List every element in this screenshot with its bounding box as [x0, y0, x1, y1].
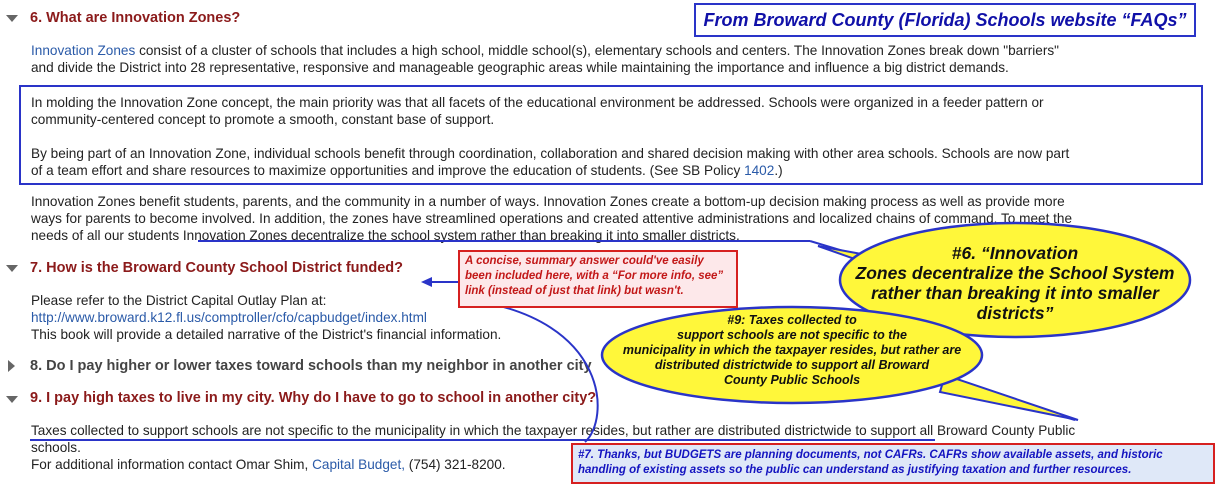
- connector-q7-cafr: [470, 300, 598, 442]
- answer-6-paragraph-3: By being part of an Innovation Zone, individual schools benefit through coordination, collaboration and shared decision making with other area schools. Schools are now part of a team effort and share resources to maximize opportunities and improve the education of students. (See SB Policy 1402.): [31, 146, 1070, 178]
- bubble-6-text: #6. “Innovation Zones decentralize the School System rather than breaking it into smaller districts”: [855, 243, 1175, 323]
- annotation-note-q7: A concise, summary answer could've easily been included here, with a “For more info, see” link (instead of just that link) but wasn't.: [458, 250, 738, 308]
- innovation-zones-link[interactable]: Innovation Zones: [31, 43, 136, 58]
- capital-outlay-plan-link[interactable]: http://www.broward.k12.fl.us/comptroller/cfo/capbudget/index.html: [31, 310, 427, 325]
- answer-6-paragraph-4: Innovation Zones benefit students, parents, and the community in a number of ways. Innovation Zones create a bottom-up decision making process as well as provide more ways for parents to become involved. In addition, the zones have streamlined operations and created attentive administrations and localized chains of command. To meet the needs of all our students Innovation Zones decentralize the school system rather than breaking it into smaller districts.: [31, 194, 1073, 243]
- arrow-head-icon: [421, 277, 432, 287]
- answer-7: Please refer to the District Capital Outlay Plan at: http://www.broward.k12.fl.us/comptroller/cfo/capbudget/index.html This book will provide a detailed narrative of the District's financial information.: [31, 293, 502, 342]
- answer-6-paragraph-1: Innovation Zones consist of a cluster of schools that includes a high school, middle school(s), elementary schools and centers. The Innovation Zones break down "barriers" and divide the District into 28 representative, responsive and manageable geographic areas while maintaining the importance and influence a big district demands.: [31, 43, 1059, 75]
- answer-6-paragraph-2: In molding the Innovation Zone concept, the main priority was that all facets of the educational environment be addressed. Schools were organized in a feeder pattern or community-centered concept to promote a smooth, constant base of support.: [31, 95, 1044, 127]
- capital-budget-link[interactable]: Capital Budget,: [312, 457, 406, 472]
- faq-question-6[interactable]: 6. What are Innovation Zones?: [30, 10, 241, 26]
- faq-question-7[interactable]: 7. How is the Broward County School District funded?: [30, 260, 403, 276]
- annotation-note-cafr: #7. Thanks, but BUDGETS are planning documents, not CAFRs. CAFRs show available assets, and historic handling of existing assets so the public can understand as justifying taxation and further resources.: [571, 443, 1215, 484]
- sb-policy-link[interactable]: 1402: [744, 163, 775, 178]
- answer-9: Taxes collected to support schools are not specific to the municipality in which the taxpayer resides, but rather are distributed districtwide to support all Broward County Public schools. For additional information contact Omar Shim, Capital Budget, (754) 321-8200.: [31, 423, 1076, 472]
- faq-question-8[interactable]: 8. Do I pay higher or lower taxes toward schools than my neighbor in another city: [30, 358, 592, 374]
- faq-question-9[interactable]: 9. I pay high taxes to live in my city. Why do I have to go to school in another city?: [30, 390, 597, 406]
- bubble-9-text: #9: Taxes collected to support schools are not specific to the municipality in which the taxpayer resides, but rather are distributed districtwide to support all Broward County Public Schools: [622, 313, 962, 387]
- source-banner-text: From Broward County (Florida) Schools website “FAQs”: [703, 10, 1187, 30]
